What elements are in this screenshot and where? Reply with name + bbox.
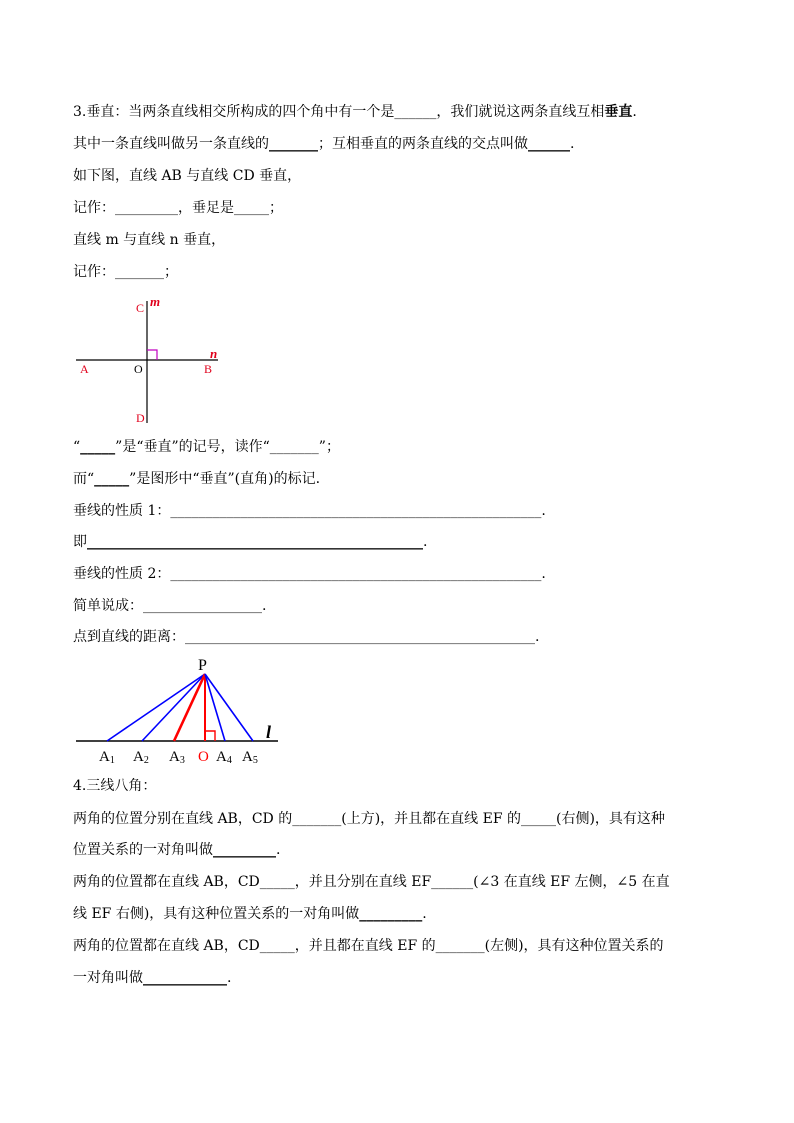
text: 而“ xyxy=(73,471,95,487)
blank: ________________________________________________ xyxy=(87,534,423,550)
line-perpendicular-line xyxy=(73,135,574,153)
line-example-mn: 直线 m 与直线 n 垂直， xyxy=(73,232,226,248)
segment-pa2 xyxy=(142,674,205,741)
blank: _______ xyxy=(269,136,318,152)
text: 其中一条直线叫做另一条直线的 xyxy=(73,136,269,152)
label-a: A xyxy=(80,362,89,376)
line-property-2: 垂线的性质 2：_____________________________________________________. xyxy=(73,566,546,582)
label-a1: A1 xyxy=(99,749,115,766)
label-a5: A5 xyxy=(242,749,258,766)
text: ”是“垂直”的记号，读作“_______”； xyxy=(115,439,340,455)
label-b: B xyxy=(204,362,213,376)
line-definition xyxy=(73,103,637,121)
period: . xyxy=(570,136,575,152)
line-example: 如下图，直线 AB 与直线 CD 垂直， xyxy=(73,168,302,184)
line-property-1: 垂线的性质 1：_____________________________________________________. xyxy=(73,503,546,519)
label-o: O xyxy=(134,362,143,376)
label-n: n xyxy=(210,346,218,361)
label-a4: A4 xyxy=(216,749,232,766)
distance-figure xyxy=(70,652,290,768)
line-distance: 点到直线的距离：__________________________________________________. xyxy=(73,629,540,645)
line-symbol xyxy=(73,438,340,456)
line-notation-ab-cd: 记作：_________，垂足是_____； xyxy=(73,200,283,216)
line-simple: 简单说成：_________________. xyxy=(73,598,267,614)
label-d: D xyxy=(136,411,145,425)
label-a3: A3 xyxy=(169,749,185,766)
line-alternate-2 xyxy=(73,905,427,923)
text: 一对角叫做 xyxy=(73,970,143,986)
period: . xyxy=(422,906,427,922)
text: 3.垂直：当两条直线相交所构成的四个角中有一个是______，我们就说这两条直线互相 xyxy=(73,104,605,120)
text: 线 EF 右侧)，具有这种位置关系的一对角叫做 xyxy=(73,906,360,922)
label-m: m xyxy=(150,295,161,309)
section-heading: 4.三线八角： xyxy=(73,778,157,794)
line-alternate-1: 两角的位置都在直线 AB，CD_____，并且分别在直线 EF______(∠3 在直线 EF 左侧，∠5 在直 xyxy=(73,874,670,890)
line-interior-1: 两角的位置都在直线 AB，CD_____，并且都在直线 EF 的_______(左侧)，具有这种位置关系的 xyxy=(73,938,664,954)
blank: _________ xyxy=(359,906,423,922)
blank: ______ xyxy=(528,136,570,152)
right-angle-mark xyxy=(205,731,215,741)
label-p: P xyxy=(198,657,207,674)
line-i-e xyxy=(73,533,427,551)
period: . xyxy=(276,842,281,858)
text: “ xyxy=(73,439,81,455)
blank: _________ xyxy=(213,842,276,858)
line-interior-2 xyxy=(73,969,231,987)
text: ；互相垂直的两条直线的交点叫做 xyxy=(318,136,528,152)
perpendicular-figure xyxy=(70,295,230,427)
line-mark xyxy=(73,470,320,488)
blank: _____ xyxy=(94,471,130,487)
right-angle-mark xyxy=(147,350,157,360)
line-corresponding-2 xyxy=(73,841,280,859)
text: ”是图形中“垂直”(直角)的标记. xyxy=(129,471,321,487)
text: 即 xyxy=(73,534,87,550)
period: . xyxy=(227,970,232,986)
text: 位置关系的一对角叫做 xyxy=(73,842,213,858)
label-c: C xyxy=(136,301,145,315)
label-l: l xyxy=(266,722,272,742)
blank: _____ xyxy=(80,439,116,455)
period: . xyxy=(632,104,637,120)
line-corresponding-1: 两角的位置分别在直线 AB，CD 的_______(上方)，并且都在直线 EF 的_____(右侧)，具有这种 xyxy=(73,811,665,827)
label-o: O xyxy=(198,749,209,765)
blank: ____________ xyxy=(143,970,227,986)
period: . xyxy=(423,534,428,550)
line-notation-mn: 记作：_______； xyxy=(73,264,178,280)
term-perpendicular: 垂直 xyxy=(604,104,633,120)
label-a2: A2 xyxy=(133,749,149,766)
